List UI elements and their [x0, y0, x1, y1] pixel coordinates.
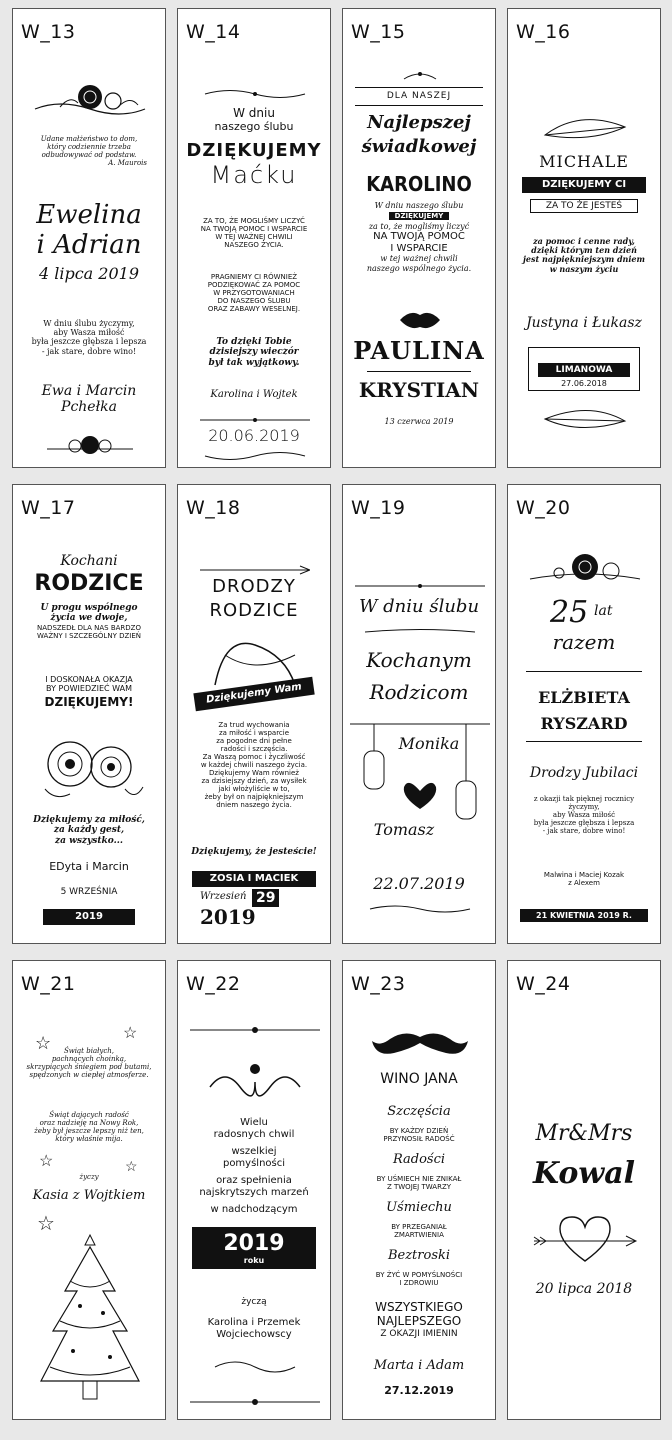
label-card-w17[interactable]	[12, 484, 166, 944]
date-banner: 21 KWIETNIA 2019 R.	[520, 909, 648, 922]
heading-script: świadkowej	[361, 136, 477, 157]
body-line: Świąt białych,	[63, 1047, 114, 1055]
body-line: radości i szczęścia.	[220, 745, 288, 754]
closing-line: Dziękujemy, że jesteście!	[191, 847, 317, 857]
divider-line	[200, 415, 310, 425]
recipient-name: KAROLINO	[366, 172, 472, 196]
body-line: w tej ważnej chwili	[380, 254, 458, 264]
heading-line: W dniu ślubu	[358, 596, 480, 617]
card-code: W_24	[516, 973, 571, 995]
body-line: żeby był on najpiękniejszym	[204, 793, 304, 802]
body-line: dzięki którym ten dzień	[531, 245, 637, 256]
body-line: ORAZ ZABAWY WESELNEJ.	[207, 305, 301, 314]
heading-line: Rodzicom	[369, 680, 469, 704]
event-date: 22.07.2019	[373, 874, 465, 893]
flower-bouquet-icon	[35, 729, 145, 809]
thanks-heading: DZIĘKUJEMY!	[44, 695, 134, 710]
event-date: 5 WRZEŚNIA	[60, 887, 118, 897]
card-code: W_21	[21, 973, 76, 995]
label-card-w24[interactable]	[507, 960, 661, 1420]
wish-line: była jeszcze głębsza i lepsza	[31, 337, 147, 347]
signature: Wojciechowscy	[216, 1328, 292, 1340]
body-line: oraz nadzieję na Nowy Rok,	[39, 1119, 139, 1128]
body-line: W PRZYGOTOWANIACH	[213, 289, 295, 298]
body-line: pachnących choinką,	[51, 1055, 127, 1064]
wish-line: życzy	[79, 1173, 99, 1181]
wish-line: WSZYSTKIEGO	[375, 1300, 463, 1314]
crown-ornament-icon	[400, 69, 440, 83]
body-line: I DOSKONAŁA OKAZJA	[45, 675, 133, 684]
title-line: DRODZY	[212, 576, 296, 597]
divider-line	[190, 1025, 320, 1035]
body-line: oraz spełnienia	[216, 1175, 292, 1186]
label-card-w16[interactable]	[507, 8, 661, 468]
signature: Ewa i Marcin	[41, 383, 137, 399]
event-year: 2019	[200, 905, 256, 929]
arrow-ornament-icon	[200, 565, 310, 575]
wish-word: Szczęścia	[387, 1104, 451, 1119]
body-line: NADSZEDŁ DLA NAS BARDZO	[37, 623, 141, 632]
label-card-w18[interactable]	[177, 484, 331, 944]
body-line: PRZYNOSIŁ RADOŚĆ	[383, 1135, 455, 1144]
thanks-banner: Dziękujemy Wam	[193, 677, 314, 711]
quote-line: Udane małżeństwo to dom,	[40, 135, 138, 143]
name-primary: Monika	[398, 734, 460, 753]
anniversary-unit: lat	[594, 603, 613, 619]
thanks-heading: DZIĘKUJEMY	[186, 140, 322, 162]
signature: Karolina i Wojtek	[210, 389, 298, 400]
body-line: I ZDROWIU	[399, 1279, 439, 1288]
card-code: W_14	[186, 21, 241, 43]
card-code: W_15	[351, 21, 406, 43]
heart-arrow-icon	[530, 1211, 640, 1271]
rose-ornament-icon	[30, 81, 150, 121]
quote-line: który codziennie trzeba	[47, 143, 131, 152]
body-line: który właśnie mija.	[55, 1135, 123, 1144]
wish-line: - jak stare, dobre wino!	[41, 346, 137, 356]
body-line: za dzisiejszy dzień, za wysiłek	[201, 777, 307, 786]
thanks-banner: DZIĘKUJEMY	[389, 212, 449, 220]
body-line: U progu wspólnego	[40, 603, 138, 613]
body-line: w każdej chwili naszego życia.	[200, 761, 308, 770]
card-code: W_22	[186, 973, 241, 995]
body-line: Za Waszą pomoc i życzliwość	[202, 753, 306, 762]
year-sub: roku	[243, 1256, 265, 1266]
name-secondary: RYSZARD	[540, 714, 628, 733]
divider-line	[190, 1397, 320, 1407]
body-line: - jak stare, dobre wino!	[542, 827, 626, 836]
body-line: BY PRZEGANIAŁ	[391, 1223, 447, 1231]
occasion-line: Z OKAZJI IMIENIN	[380, 1328, 458, 1339]
feather-icon	[540, 113, 630, 143]
recipient-name: Maćku	[210, 161, 298, 190]
body-line: za pogodne dni pełne	[216, 737, 292, 746]
body-line: BY UŚMIECH NIE ZNIKAŁ	[376, 1175, 462, 1183]
body-line: NASZEGO ŻYCIA.	[224, 241, 284, 250]
body-line: za każdy gest,	[53, 825, 125, 836]
body-line: za pomoc i cenne rady,	[533, 236, 635, 246]
wedding-date: 4 lipca 2019	[38, 263, 140, 283]
heading-script: Najlepszej	[367, 112, 471, 133]
body-line: naszego wspólnego życia.	[366, 263, 472, 273]
closing-line: dzisiejszy wieczór	[209, 347, 299, 358]
title-line: RODZICE	[209, 600, 299, 621]
wish-line: życzą	[241, 1297, 267, 1307]
card-code: W_19	[351, 497, 406, 519]
body-line: była jeszcze głębsza i lepsza	[533, 819, 635, 828]
body-line: Z TWOJEJ TWARZY	[386, 1183, 452, 1192]
label-card-w14[interactable]	[177, 8, 331, 468]
body-line: skrzypiących śniegiem pod butami,	[26, 1063, 152, 1072]
name-primary: PAULINA	[353, 336, 485, 365]
body-line: W dniu naszego ślubu	[374, 201, 464, 210]
wish-line: NAJLEPSZEGO	[376, 1313, 462, 1328]
body-line: BY KAŻDY DZIEŃ	[389, 1127, 449, 1135]
anniversary-razem: razem	[552, 630, 616, 654]
body-line: za to, że mogliśmy liczyć	[368, 222, 470, 232]
name-primary: ELŻBIETA	[538, 688, 630, 707]
title: RODZICE	[34, 571, 144, 596]
scroll-ornament-icon	[200, 87, 310, 101]
label-card-w15[interactable]	[342, 8, 496, 468]
scroll-ornament-icon	[365, 903, 475, 915]
wish-word: Beztroski	[387, 1248, 451, 1263]
body-line: ZA TO, ŻE MOGLIŚMY LICZYĆ	[203, 217, 305, 225]
wish-word: Radości	[392, 1152, 446, 1167]
couple-name: Ewelina	[36, 200, 142, 230]
mustache-icon	[370, 1029, 470, 1059]
body-line: życia we dwoje,	[50, 613, 128, 624]
lips-icon	[398, 309, 442, 331]
event-date: 27.06.2018	[561, 379, 607, 388]
intro-line: naszego ślubu	[214, 119, 294, 133]
surname: Kowal	[532, 1156, 636, 1191]
body-line: jest najpiękniejszym dniem	[523, 254, 645, 265]
greeting: Drodzy Jubilaci	[529, 765, 639, 781]
signature: Pchełka	[61, 399, 117, 416]
name-secondary: Tomasz	[373, 820, 435, 839]
wish-line: aby Wasza miłość	[53, 328, 125, 338]
body-line: za miłość i wsparcie	[218, 729, 290, 738]
label-card-w13[interactable]	[12, 8, 166, 468]
star-icon: ☆	[125, 1159, 138, 1175]
heading-line: Kochanym	[366, 648, 472, 672]
body-line: NA TWOJĄ POMOC	[373, 231, 465, 243]
event-date: 13 czerwca 2019	[384, 417, 454, 426]
mr-mrs-heading: Mr&Mrs	[535, 1121, 633, 1146]
anniversary-number: 25	[550, 595, 589, 630]
body-line: Świąt dających radość	[49, 1111, 129, 1119]
signature: Justyna i Łukasz	[526, 315, 642, 331]
title: WINO JANA	[380, 1071, 458, 1087]
quote-line: odbudowywać od podstaw.	[41, 151, 137, 160]
recipient-name: MICHALE	[539, 152, 629, 171]
body-line: Wielu	[240, 1117, 268, 1128]
label-card-w20[interactable]	[507, 484, 661, 944]
year-banner: 2019	[223, 1231, 285, 1256]
rose-ornament-icon	[525, 549, 645, 589]
body-line: w naszym życiu	[549, 263, 619, 274]
event-date: 27.12.2019	[384, 1384, 454, 1397]
label-card-w21[interactable]	[12, 960, 166, 1420]
card-code: W_17	[21, 497, 76, 519]
intro-line: W dniu	[233, 106, 275, 120]
signature: Kasia z Wojtkiem	[32, 1188, 146, 1203]
body-line: BY POWIEDZIEĆ WAM	[46, 684, 132, 694]
signature: Malwina i Maciej Kozak	[543, 871, 625, 879]
sub-banner: ZA TO ŻE JESTEŚ	[530, 199, 638, 213]
body-line: radosnych chwil	[213, 1128, 295, 1140]
card-code: W_13	[21, 21, 76, 43]
body-line: NA TWOJĄ POMOC I WSPARCIE	[200, 225, 308, 234]
event-date: 20 lipca 2018	[535, 1281, 633, 1297]
greeting: Kochani	[60, 553, 118, 569]
event-day: 29	[252, 889, 279, 907]
body-line: ZMARTWIENIA	[394, 1231, 444, 1240]
body-line: Dziękujemy Wam również	[209, 769, 299, 778]
body-line: Za trud wychowania	[218, 721, 290, 729]
star-icon: ☆	[123, 1023, 138, 1042]
body-line: dniem naszego życia.	[216, 801, 292, 810]
body-line: jaki włożyliście w to,	[218, 785, 290, 794]
body-line: najskrytszych marzeń	[199, 1186, 309, 1198]
closing-line: To dzięki Tobie	[216, 337, 292, 347]
signature: Karolina i Przemek	[207, 1317, 301, 1328]
card-code: W_20	[516, 497, 571, 519]
year-banner: 2019	[43, 909, 135, 925]
star-icon: ☆	[37, 1211, 55, 1235]
thanks-banner: DZIĘKUJEMY CI	[522, 177, 646, 193]
event-month: Wrzesień	[200, 891, 247, 902]
card-code: W_18	[186, 497, 241, 519]
star-icon: ☆	[35, 1033, 52, 1054]
closing-line: był tak wyjątkowy.	[208, 357, 300, 368]
couple-name: i Adrian	[36, 229, 142, 260]
body-line: DO NASZEGO ŚLUBU	[217, 297, 291, 306]
star-icon: ☆	[39, 1151, 54, 1170]
label-card-w23[interactable]	[342, 960, 496, 1420]
signature: z Alexem	[568, 879, 600, 888]
body-line: PRAGNIEMY CI RÓWNIEŻ	[210, 273, 298, 281]
flourish-ornament-icon	[210, 1357, 300, 1377]
place-banner: LIMANOWA	[538, 363, 630, 377]
signature: EDyta i Marcin	[49, 860, 129, 873]
rose-ornament-icon	[45, 433, 135, 459]
wish-word: Uśmiechu	[386, 1200, 452, 1215]
scroll-ornament-icon	[200, 449, 310, 463]
body-line: spędzonych w ciepłej atmosferze.	[29, 1071, 149, 1080]
event-date: 20.06.2019	[208, 426, 300, 445]
body-line: w nadchodzącym	[210, 1204, 298, 1215]
label-card-w19[interactable]	[342, 484, 496, 944]
body-line: aby Wasza miłość	[552, 811, 616, 820]
body-line: życzymy,	[568, 803, 600, 812]
feather-icon	[540, 405, 630, 435]
names-banner: ZOSIA I MACIEK	[192, 871, 316, 887]
body-line: pomyślności	[222, 1157, 286, 1169]
body-line: za wszystko...	[55, 835, 123, 846]
body-line: wszelkiej	[231, 1146, 277, 1157]
christmas-tree-icon	[25, 1231, 155, 1411]
body-line: W TEJ WAŻNEJ CHWILI	[215, 233, 293, 242]
body-line: PODZIĘKOWAĆ ZA POMOC	[207, 281, 301, 290]
signature: Marta i Adam	[373, 1358, 465, 1373]
body-line: WAŻNY I SZCZEGÓLNY DZIEŃ	[37, 631, 141, 640]
name-secondary: KRYSTIAN	[358, 378, 480, 402]
body-line: BY ŻYĆ W POMYŚLNOŚCI	[375, 1271, 463, 1279]
flourish-ornament-icon	[200, 1057, 310, 1107]
heading-line: DLA NASZEJ	[386, 91, 452, 101]
divider-line	[355, 581, 485, 591]
label-card-w22[interactable]	[177, 960, 331, 1420]
body-line: Dziękujemy za miłość,	[33, 815, 145, 825]
body-line: żeby był jeszcze lepszy niż ten,	[34, 1127, 144, 1136]
body-line: I WSPARCIE	[390, 242, 448, 254]
body-line: z okazji tak pięknej rocznicy	[533, 795, 635, 803]
divider-line	[365, 627, 475, 637]
wish-line: W dniu ślubu życzymy,	[43, 319, 135, 328]
card-code: W_16	[516, 21, 571, 43]
card-code: W_23	[351, 973, 406, 995]
quote-author: A. Maurois	[108, 159, 147, 168]
